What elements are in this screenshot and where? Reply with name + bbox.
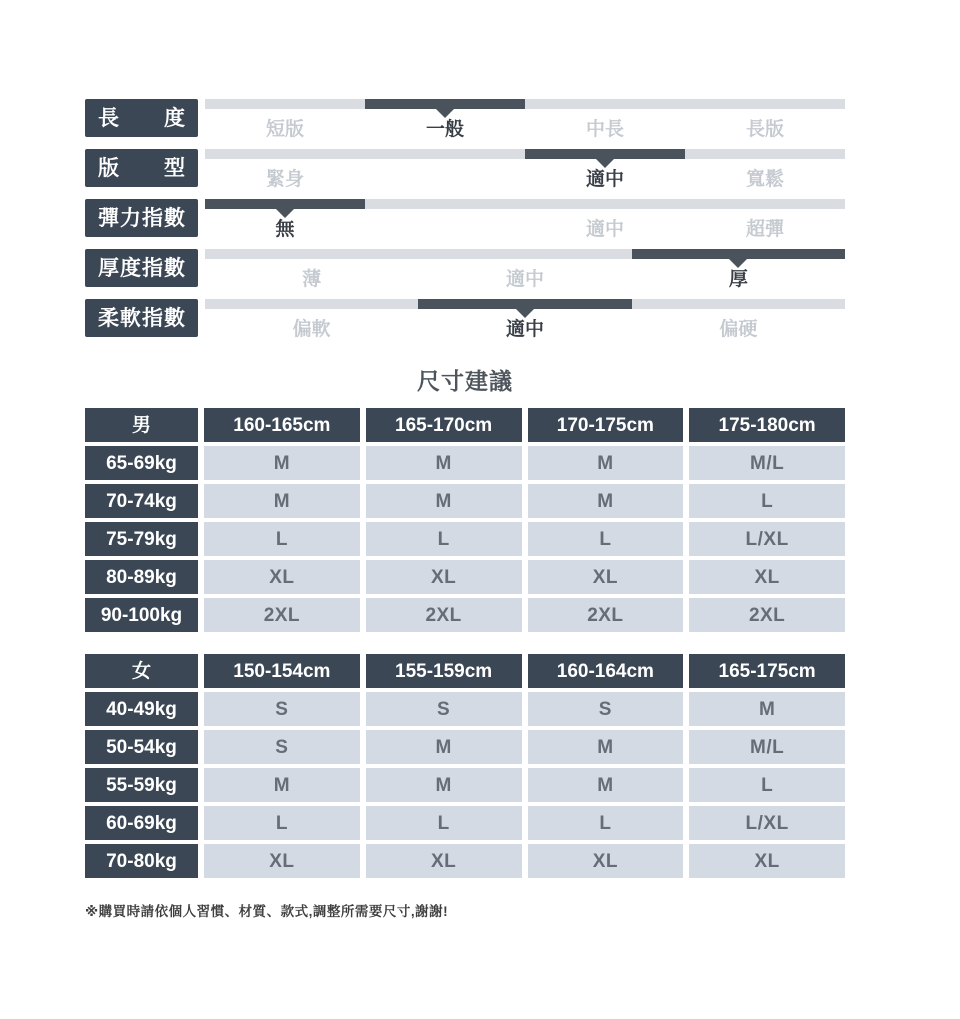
attribute-slider [205, 299, 845, 339]
section-title: 尺寸建議 [417, 368, 513, 394]
row-header: 90-100kg [85, 598, 198, 632]
slider-option-label: 適中 [505, 269, 545, 290]
slider-option-label: 偏軟 [292, 319, 331, 340]
slider-option-label: 偏硬 [719, 319, 758, 340]
slider-fill-segment [632, 249, 845, 259]
footnote: ※購買時請依個人習慣、材質、款式,調整所需要尺寸,謝謝! [85, 904, 449, 919]
slider-option-label: 一般 [425, 119, 465, 140]
size-cell: M [528, 768, 684, 802]
row-header: 60-69kg [85, 806, 198, 840]
label-char: 數 [164, 306, 185, 330]
slider-fill-segment [365, 99, 525, 109]
size-cell: M [366, 768, 522, 802]
size-cell: L [204, 522, 360, 556]
size-cell: L [366, 806, 522, 840]
label-char: 度 [120, 256, 141, 280]
column-header: 150-154cm [204, 654, 360, 688]
size-table-women [85, 654, 845, 878]
attribute-label [85, 149, 198, 187]
row-header: 50-54kg [85, 730, 198, 764]
size-cell: L [204, 806, 360, 840]
label-char: 數 [164, 206, 185, 230]
size-cell: M [528, 484, 684, 518]
size-cell: M/L [689, 446, 845, 480]
slider-row-4 [85, 249, 845, 289]
slider-option-label: 薄 [302, 269, 322, 290]
label-char: 指 [142, 206, 163, 230]
row-header: 75-79kg [85, 522, 198, 556]
label-char: 彈 [98, 206, 119, 230]
label-char: 度 [164, 106, 185, 130]
corner-header: 男 [85, 408, 198, 442]
row-header: 55-59kg [85, 768, 198, 802]
size-cell: M [366, 446, 522, 480]
row-header: 40-49kg [85, 692, 198, 726]
label-char: 版 [98, 156, 119, 180]
attribute-slider [205, 99, 845, 139]
size-cell: M/L [689, 730, 845, 764]
slider-option-label: 中長 [585, 119, 625, 140]
label-char: 型 [164, 156, 185, 180]
size-cell: XL [689, 560, 845, 594]
slider-row-2 [85, 149, 845, 189]
slider-track [205, 99, 845, 109]
size-cell: S [366, 692, 522, 726]
label-char: 長 [98, 106, 119, 130]
size-tables [85, 408, 845, 878]
size-cell: 2XL [689, 598, 845, 632]
slider-option-label: 超彈 [745, 219, 785, 240]
size-cell: M [689, 692, 845, 726]
attribute-sliders [85, 99, 845, 339]
size-cell: M [366, 730, 522, 764]
row-header: 65-69kg [85, 446, 198, 480]
column-header: 160-165cm [204, 408, 360, 442]
size-cell: L [528, 522, 684, 556]
attribute-slider [205, 149, 845, 189]
label-char: 厚 [98, 256, 119, 280]
label-char: 指 [142, 256, 163, 280]
size-cell: L [366, 522, 522, 556]
size-cell: M [204, 484, 360, 518]
size-cell: M [204, 768, 360, 802]
column-header: 170-175cm [528, 408, 684, 442]
size-cell: XL [366, 560, 522, 594]
slider-option-label: 短版 [265, 119, 305, 140]
attribute-label [85, 199, 198, 237]
slider-option-label: 緊身 [265, 169, 305, 190]
slider-row-5 [85, 299, 845, 339]
size-cell: 2XL [204, 598, 360, 632]
size-cell: L [528, 806, 684, 840]
size-cell: XL [528, 844, 684, 878]
slider-fill-segment [205, 199, 365, 209]
label-char: 力 [120, 206, 141, 230]
size-cell: L/XL [689, 806, 845, 840]
label-char: 指 [142, 306, 163, 330]
size-cell: S [528, 692, 684, 726]
size-cell: M [204, 446, 360, 480]
size-cell: S [204, 692, 360, 726]
size-cell: 2XL [366, 598, 522, 632]
size-table-men [85, 408, 845, 632]
size-cell: L/XL [689, 522, 845, 556]
size-cell: M [528, 446, 684, 480]
corner-header: 女 [85, 654, 198, 688]
attribute-label [85, 99, 198, 137]
size-cell: XL [204, 560, 360, 594]
slider-option-label: 厚 [728, 269, 748, 290]
size-cell: M [528, 730, 684, 764]
size-cell: 2XL [528, 598, 684, 632]
slider-option-label: 長版 [745, 119, 785, 140]
size-cell: L [689, 484, 845, 518]
slider-row-3 [85, 199, 845, 239]
row-header: 70-74kg [85, 484, 198, 518]
size-guide-page [85, 0, 845, 920]
slider-option-label: 寬鬆 [745, 169, 785, 190]
label-char: 軟 [120, 306, 141, 330]
column-header: 175-180cm [689, 408, 845, 442]
attribute-label [85, 299, 198, 337]
column-header: 160-164cm [528, 654, 684, 688]
size-cell: XL [204, 844, 360, 878]
size-cell: M [366, 484, 522, 518]
slider-fill-segment [525, 149, 685, 159]
slider-option-label: 適中 [505, 319, 545, 340]
row-header: 70-80kg [85, 844, 198, 878]
row-header: 80-89kg [85, 560, 198, 594]
attribute-label [85, 249, 198, 287]
attribute-slider [205, 249, 845, 289]
slider-row-1 [85, 99, 845, 139]
size-cell: L [689, 768, 845, 802]
label-char: 柔 [98, 306, 119, 330]
label-char: 數 [164, 256, 185, 280]
slider-option-label: 適中 [585, 169, 625, 190]
column-header: 165-170cm [366, 408, 522, 442]
slider-option-label: 適中 [585, 219, 625, 240]
slider-option-label: 無 [275, 219, 295, 240]
slider-fill-segment [418, 299, 631, 309]
column-header: 165-175cm [689, 654, 845, 688]
size-cell: XL [366, 844, 522, 878]
column-header: 155-159cm [366, 654, 522, 688]
size-cell: XL [689, 844, 845, 878]
attribute-slider [205, 199, 845, 239]
size-cell: S [204, 730, 360, 764]
size-cell: XL [528, 560, 684, 594]
